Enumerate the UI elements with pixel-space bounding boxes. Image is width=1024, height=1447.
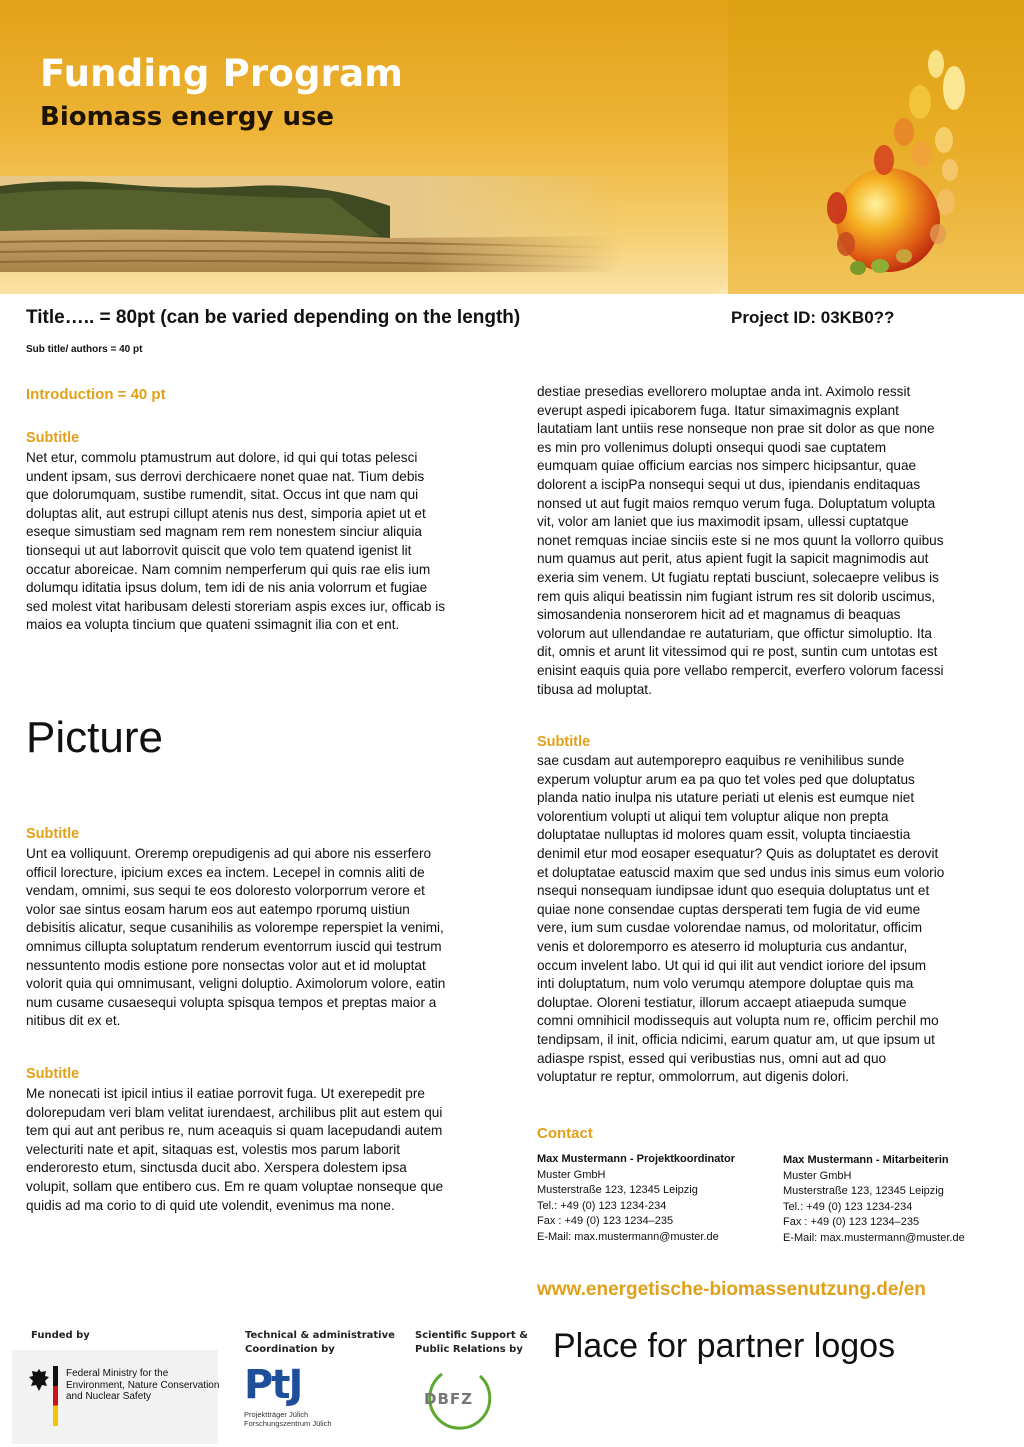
contact-name: Max Mustermann - Projektkoordinator	[537, 1153, 736, 1165]
text-line: debisitis alicatur, seque cusanihilis as volorempe reperspiet la venimi,	[26, 920, 444, 936]
partner-logos-placeholder: Place for partner logos	[553, 1327, 896, 1365]
right-section1-body	[537, 383, 944, 699]
contact-address: Musterstraße 123, 12345 Leipzig	[537, 1184, 698, 1197]
project-id: Project ID: 03KB0??	[731, 308, 895, 327]
text-line: occatur aboreicae. Nam comnim nemperferum qui quis rae elis ium	[26, 561, 431, 577]
bmu-line: Environment, Nature Conservation	[66, 1379, 220, 1391]
label-line: Coordination by	[245, 1344, 335, 1355]
contact-heading: Contact	[537, 1125, 593, 1142]
text-line: experum voluptur arum ea pa quo tet voles ped que doluptatus	[537, 771, 915, 787]
subtitle-authors: Sub title/ authors = 40 pt	[26, 344, 143, 355]
program-title: Funding Program	[40, 52, 404, 95]
contact-company: Muster GmbH	[783, 1169, 852, 1182]
text-line: Unt ea volliquunt. Oreremp orepudigenis ad qui abore nis esserfero	[26, 846, 432, 861]
text-line: volor sae sintus eosam harum eos aut eatempo rporumq uistiun	[26, 901, 410, 917]
text-line: es min pro vollenimus dolupti onsequi quodi sae cuptatem	[537, 439, 887, 455]
text-line: undent ipsam, sus derrovi derchicaere nonet quae nat. Tium debis	[26, 468, 425, 484]
text-line: dolorent a iscipPa nonsequi sequi ut dus, ipiendanis enditaquas	[537, 476, 921, 492]
text-line: venis et doloremporro es ateserro id molupturia cus andantur,	[537, 938, 908, 954]
text-line: velecturiti nate et apit, sitaquas est, volestis mos parum laborit	[26, 1141, 401, 1157]
text-line: Net etur, commolu ptamustrum aut dolore, id qui qui totas pelesci	[26, 450, 418, 465]
text-line: nessuntento modis estione pore nonsectas volor aut et id moluptat	[26, 957, 426, 973]
text-line: inti doluptatum, num volo verumqu atempore doluptae quis ma	[537, 976, 914, 992]
text-line: voluptatur re reptur, ommolorrum, aut digenis dolori.	[537, 1069, 850, 1085]
text-line: volorit quia qui omnimusant, veligni doluptio. Aximolorum volore, eatin	[26, 976, 446, 992]
federal-eagle-icon	[28, 1368, 50, 1392]
text-line: tionsequi ut aut laborrovit quiscit que volo tem quatend igenist lit	[26, 542, 412, 558]
text-line: tem qui aut ant peribus re, num aceaquis si quam lacepudandi autem	[26, 1123, 443, 1139]
text-line: sed molest vitat haribusam delesti storeriam aspis exces iur, officab is	[26, 598, 446, 614]
left-section1-body	[26, 449, 445, 635]
bmu-text	[66, 1368, 219, 1403]
contact-fax: Fax : +49 (0) 123 1234–235	[783, 1216, 920, 1229]
contact-fax: Fax : +49 (0) 123 1234–235	[537, 1215, 674, 1228]
text-line: num cusame cusaesequi volupta spisqua tempos et preptas maior a	[26, 994, 437, 1010]
label-line: Scientific Support &	[415, 1330, 528, 1341]
left-section3-heading: Subtitle	[26, 1066, 80, 1082]
text-line: officil lorecture, ipicium exces ea inctem. Lecepel in comnis aliti de	[26, 864, 425, 880]
left-section1-heading: Subtitle	[26, 430, 80, 446]
german-flag-stripe	[53, 1366, 58, 1426]
text-line: nonsed ut aut fugit maios remquo verum fuga. Doluptatum volupta	[537, 495, 936, 511]
text-line: eumquam quiae officium earcias nos simperc hicipsantur, quae	[537, 458, 917, 474]
text-line: dolorepudam veri blam velitat iurendaest, archilibus plit aut estem qui	[26, 1104, 443, 1120]
text-line: eseque simustiam sed magnam rem rem nonestem sinciur aliquia	[26, 524, 422, 540]
contact-person-1	[537, 1152, 735, 1246]
landscape-photo	[0, 176, 620, 272]
text-line: planda natio inulpa nis utature periati ut elenis est eumque niet	[537, 790, 915, 806]
text-line: dolumqu iditatia ipsus dolum, tem idi de nis ania volorrum et fugiae	[26, 580, 428, 596]
text-line: Me nonecati ist ipicil intius il eatiae porrovit fuga. Ut exerepedit pre	[26, 1086, 425, 1101]
text-line: num quamus aut perit, atus apient fugit la sapicit magnimodis aut	[537, 551, 929, 567]
ptj-logo: PtJ	[244, 1362, 302, 1408]
text-line: exeria sim venem. Ut fugiatu reptati busciunt, solecaepre velibus is	[537, 569, 939, 585]
text-line: tibusa ad moluptat.	[537, 681, 652, 697]
contact-email[interactable]: E-Mail: max.mustermann@muster.de	[537, 1230, 719, 1243]
text-line: quiae none consendae cuptas dersperati tem fugia de vid eume	[537, 901, 921, 917]
text-line: dit, omnis et arunt lit vitessimod qui re post, suntin cum untotas est	[537, 644, 938, 660]
dbfz-logo: DBFZ	[424, 1390, 474, 1408]
text-line: nitibus dit ex et.	[26, 1013, 121, 1029]
text-line: nonet remquas inciae sinciis este si ne mos quunt la vollorro quibus	[537, 532, 944, 548]
text-line: doluptae. Oloreni testiatur, illorum accaept atiaepuda sumque	[537, 994, 907, 1010]
text-line: et doluptatae eatuscid maxim que sed undus inis simus eum volorio	[537, 864, 945, 880]
text-line: enderoresto etum, sinctusda ducit abo. Xerspera dolestem ipsa	[26, 1160, 407, 1176]
introduction-heading: Introduction = 40 pt	[26, 386, 166, 403]
text-line: tendipsam, il init, officia ndicimi, earum quatur am, ut que ipsum ut	[537, 1031, 935, 1047]
text-line: omnimus cillupta soluptatum renderum eventorrum iuscid qui testrum	[26, 938, 442, 954]
contact-email[interactable]: E-Mail: max.mustermann@muster.de	[783, 1231, 965, 1244]
label-line: Technical & administrative	[245, 1330, 395, 1341]
contact-name: Max Mustermann - Mitarbeiterin	[783, 1154, 949, 1166]
bmu-line: Federal Ministry for the	[66, 1368, 169, 1379]
text-line: sae cusdam aut autemporepro eaquibus re venihilibus sunde	[537, 753, 905, 768]
text-line: enisint eaquis quia pore vellabo rempercit, everfero volorum facessi	[537, 662, 944, 678]
text-line: volorentium volupti ut aliqui tem voluptur alique non prepta	[537, 808, 889, 824]
text-line: simosandenia nonserorem hicit ad et magnamus di beaquas	[537, 607, 901, 623]
biomass-sun-logo-icon	[812, 30, 982, 280]
text-line: volupit, sollam que entibero cus. Em re quam voluptae nonseque que	[26, 1178, 444, 1194]
funded-by-label: Funded by	[31, 1330, 90, 1341]
text-line: everupt aspedi ipicaborem fuga. Itatur simaximagnis explant	[537, 402, 899, 418]
contact-person-2	[783, 1153, 965, 1247]
left-section2-heading: Subtitle	[26, 826, 80, 842]
bmu-line: and Nuclear Safety	[66, 1391, 152, 1402]
right-section2-heading: Subtitle	[537, 734, 591, 750]
text-line: vere, ium sum cusdae volorendae namus, od moloritatur, officim	[537, 920, 923, 936]
ptj-caption-line: Projektträger Jülich	[244, 1410, 309, 1419]
contact-tel: Tel.: +49 (0) 123 1234-234	[783, 1200, 913, 1213]
text-line: comni omnihicil modissequis aut volupta num re, officim perchil mo	[537, 1013, 939, 1029]
left-section3-body	[26, 1085, 443, 1215]
text-line: quidis ad ma corio to di quid ute volendit, evenimus ma none.	[26, 1197, 395, 1213]
poster-title: Title….. = 80pt (can be varied depending on the length)	[26, 307, 521, 328]
text-line: doluptatae nulluptas id molores quam essit, volupta tinciaestia	[537, 827, 911, 843]
text-line: que dolorumquam, sustibe rumendit, sitat. Occus int que nam qui	[26, 487, 419, 503]
text-line: nsequi nonsequam iundipsae idunt quo esequia doluptatus unt et	[537, 883, 930, 899]
text-line: occum invelent labo. Ut qui id qui ilit aut vendict ioriore del ipsum	[537, 957, 927, 973]
text-line: volorum aut ullendandae re autaturiam, que offictur simoluptio. Ita	[537, 625, 932, 641]
contact-company: Muster GmbH	[537, 1168, 606, 1181]
text-line: adiaspe rspist, essed qui veribustias nus, omni aut ad quo	[537, 1050, 887, 1066]
text-line: denimil etur mod eosaper esequatur? Quis as doluptatet es derovit	[537, 845, 939, 861]
contact-address: Musterstraße 123, 12345 Leipzig	[783, 1185, 944, 1198]
right-section2-body	[537, 752, 944, 1087]
picture-placeholder: Picture	[26, 713, 163, 762]
left-section2-body	[26, 845, 445, 1031]
label-line: Public Relations by	[415, 1344, 523, 1355]
ptj-caption-line: Forschungszentrum Jülich	[244, 1418, 332, 1428]
ptj-caption	[244, 1411, 332, 1428]
program-subtitle: Biomass energy use	[40, 102, 335, 132]
text-line: doluptas alit, aut estrupi cillupt atenis nus dest, simporia apiet ut et	[26, 505, 426, 521]
scientific-support-label	[415, 1329, 528, 1357]
text-line: destiae presedias evellorero moluptae anda int. Aximolo ressit	[537, 384, 911, 399]
website-link[interactable]: www.energetische-biomassenutzung.de/en	[537, 1279, 926, 1300]
text-line: vit, volor am laniet que ius maximodit ipsam, ullessi cuptatque	[537, 514, 909, 530]
text-line: lautatiam lant untiis rese nonseque non prae sit dolor as que none	[537, 421, 935, 437]
text-line: maios ea volupta tincium que quateni ssimagnit ilia con et ent.	[26, 617, 400, 633]
header-banner	[0, 0, 1024, 294]
technical-coordination-label	[245, 1329, 395, 1357]
text-line: rem quis aliqui beatissin nim fugiant istrum res sit dolorib uscimus,	[537, 588, 936, 604]
contact-tel: Tel.: +49 (0) 123 1234-234	[537, 1199, 667, 1212]
text-line: vendam, omnimi, sus sequi te eos doloresto volorporrum verore et	[26, 883, 425, 899]
